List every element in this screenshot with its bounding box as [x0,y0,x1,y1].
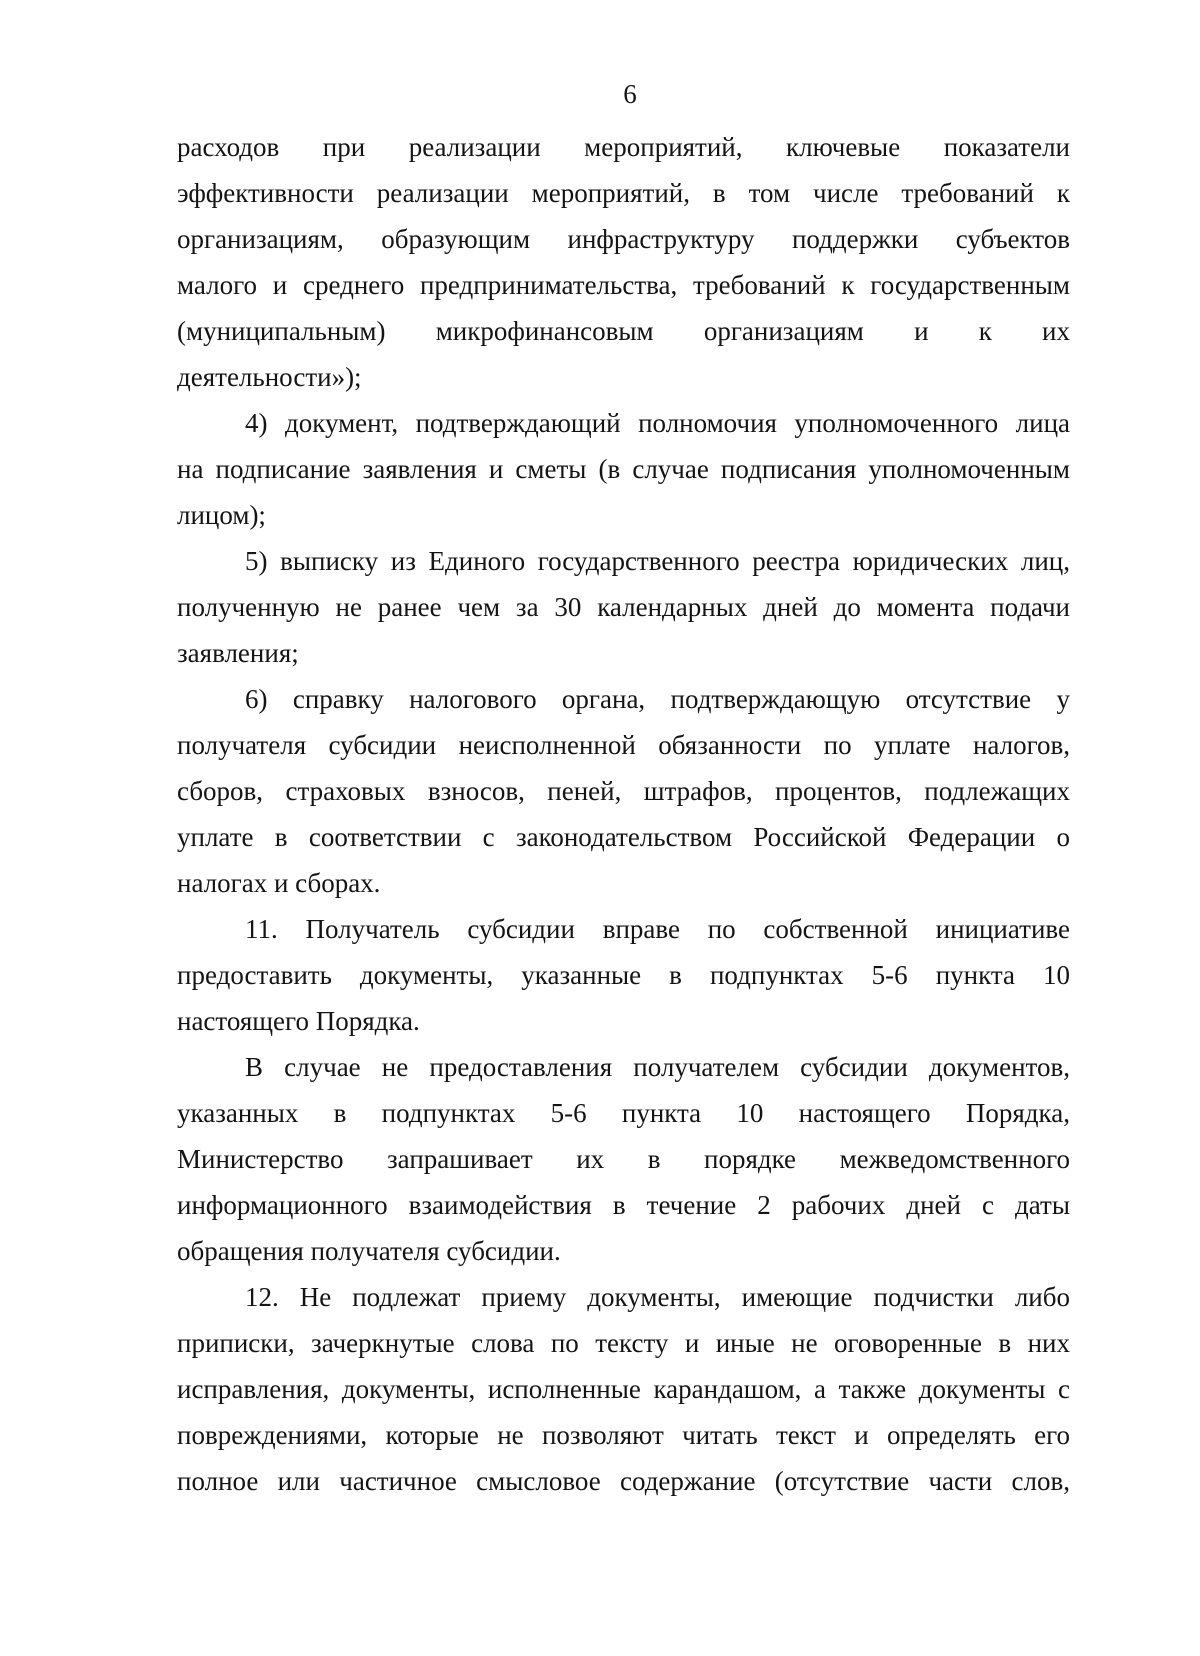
paragraph-item-5 [177,538,1070,676]
paragraph-text [177,906,1070,1044]
text-line: на подписание заявления и сметы (в случае подписания уполномоченным [177,454,1070,484]
paragraph-text [177,538,1070,676]
text-line: 12. Не подлежат приему документы, имеющие подчистки либо [245,1282,1070,1312]
text-line: указанных в подпунктах 5-6 пункта 10 настоящего Порядка, [177,1098,1070,1128]
text-line: налогах и сборах. [177,868,381,898]
text-line: лицом); [177,500,266,530]
paragraph-text [177,676,1070,906]
text-line: информационного взаимодействия в течение 2 рабочих дней с даты [177,1190,1070,1220]
paragraph-continuation [177,124,1070,400]
document-body [177,124,1070,1504]
text-line: настоящего Порядка. [177,1006,420,1036]
text-line: эффективности реализации мероприятий, в том числе требований к [177,178,1070,208]
text-line: повреждениями, которые не позволяют читать текст и определять его [177,1420,1070,1450]
text-line: сборов, страховых взносов, пеней, штрафов, процентов, подлежащих [177,776,1070,806]
text-line: исправления, документы, исполненные карандашом, а также документы с [177,1374,1070,1404]
paragraph-section-11-note [177,1044,1070,1274]
paragraph-item-4 [177,400,1070,538]
text-line: обращения получателя субсидии. [177,1236,561,1266]
page-number: 6 [623,79,637,109]
text-line: 4) документ, подтверждающий полномочия уполномоченного лица [245,408,1070,438]
text-line: приписки, зачеркнутые слова по тексту и иные не оговоренные в них [177,1328,1070,1358]
text-line: малого и среднего предпринимательства, требований к государственным [177,270,1070,300]
text-line: 6) справку налогового органа, подтверждающую отсутствие у [245,684,1070,714]
text-line: Министерство запрашивает их в порядке межведомственного [177,1144,1070,1174]
text-line: организациям, образующим инфраструктуру поддержки субъектов [177,224,1070,254]
paragraph-item-6 [177,676,1070,906]
text-line: 5) выписку из Единого государственного реестра юридических лиц, [245,546,1070,576]
paragraph-section-11 [177,906,1070,1044]
paragraph-text [177,124,1070,400]
text-line: заявления; [177,638,299,668]
text-line: предоставить документы, указанные в подпунктах 5-6 пункта 10 [177,960,1070,990]
paragraph-text [177,1044,1070,1274]
text-line: уплате в соответствии с законодательством Российской Федерации о [177,822,1070,852]
paragraph-section-12 [177,1274,1070,1504]
text-line: расходов при реализации мероприятий, ключевые показатели [177,132,1070,162]
text-line: полное или частичное смысловое содержание (отсутствие части слов, [177,1466,1070,1496]
text-line: 11. Получатель субсидии вправе по собственной инициативе [245,914,1070,944]
text-line: получателя субсидии неисполненной обязанности по уплате налогов, [177,730,1070,760]
text-line: (муниципальным) микрофинансовым организациям и к их [177,316,1070,346]
text-line: В случае не предоставления получателем субсидии документов, [245,1052,1070,1082]
text-line: деятельности»); [177,362,362,392]
text-line: полученную не ранее чем за 30 календарных дней до момента подачи [177,592,1070,622]
paragraph-text [177,1274,1070,1504]
paragraph-text [177,400,1070,538]
